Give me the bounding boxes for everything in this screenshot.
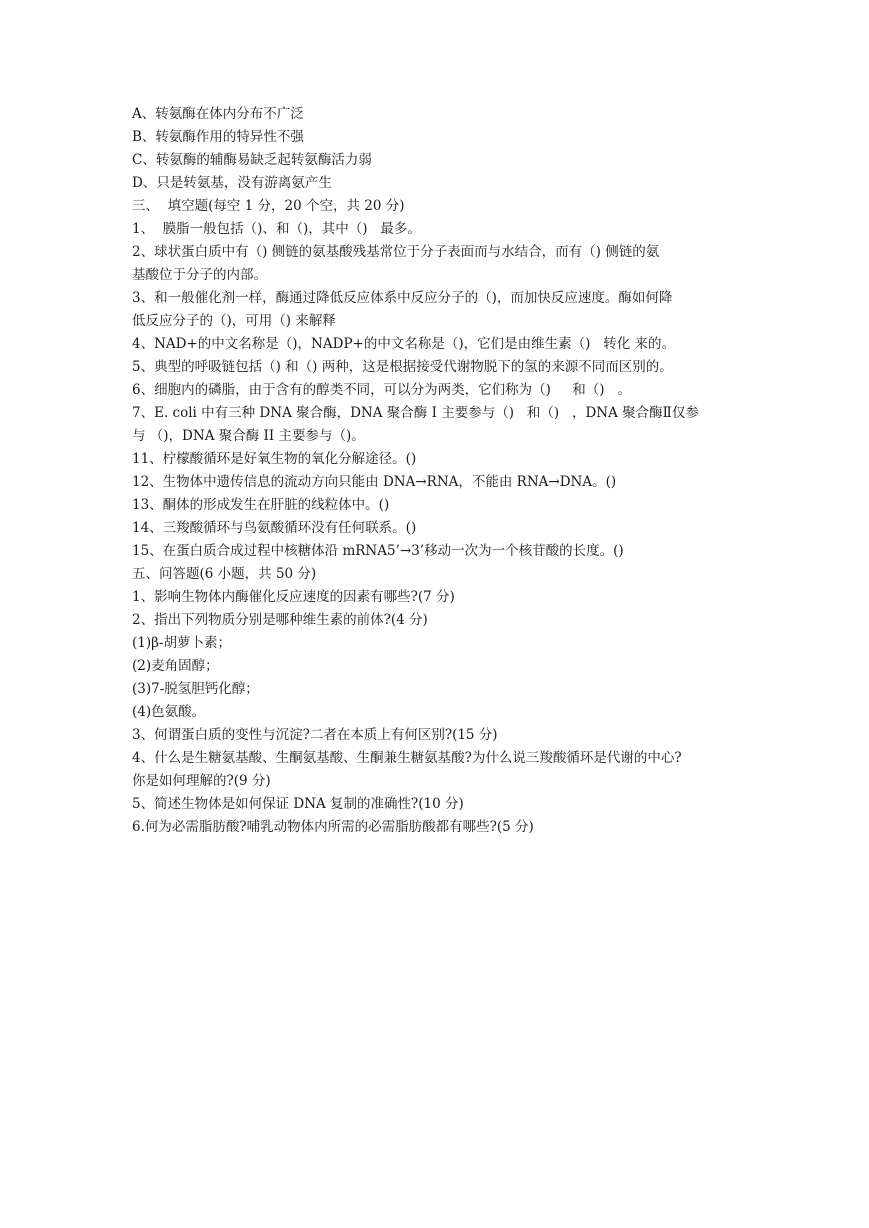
qa-question-2-item-2: (2)麦角固醇； (132, 658, 219, 674)
document-body (132, 103, 744, 839)
section-heading-qa: 五、问答题(6 小题，共 50 分) (132, 566, 317, 582)
fill-question-7-line-1: 7、E. coli 中有三种 DNA 聚合酶，DNA 聚合酶 I 主要参与（) 和（) ，DNA 聚合酶Ⅱ仅参 (132, 405, 699, 421)
option-c: C、转氨酶的辅酶易缺乏起转氨酶活力弱 (132, 152, 372, 168)
qa-question-3: 3、何谓蛋白质的变性与沉淀?二者在本质上有何区别?(15 分) (132, 727, 498, 743)
fill-question-4: 4、NAD+的中文名称是（)，NADP+的中文名称是（)，它们是由维生素（) 转化 来的。 (132, 336, 676, 352)
qa-question-1: 1、影响生物体内酶催化反应速度的因素有哪些?(7 分) (132, 589, 455, 605)
qa-question-2: 2、指出下列物质分别是哪种维生素的前体?(4 分) (132, 612, 428, 628)
fill-question-2-line-1: 2、球状蛋白质中有（) 侧链的氨基酸残基常位于分子表面而与水结合，而有（) 侧链的氨 (132, 244, 660, 260)
judgment-question-15: 15、在蛋白质合成过程中核糖体沿 mRNA5’→3’移动一次为一个核苷酸的长度。() (132, 543, 624, 559)
fill-question-1: 1、 膜脂一般包括（)、和（)，其中（) 最多。 (132, 221, 421, 237)
qa-question-2-item-4: (4)色氨酸。 (132, 704, 206, 720)
option-a: A、转氨酶在体内分布不广泛 (132, 106, 304, 122)
judgment-question-11: 11、柠檬酸循环是好氧生物的氧化分解途径。() (132, 451, 417, 467)
judgment-question-14: 14、三羧酸循环与鸟氨酸循环没有任何联系。() (132, 520, 417, 536)
qa-question-5: 5、简述生物体是如何保证 DNA 复制的准确性?(10 分) (132, 796, 464, 812)
judgment-question-12: 12、生物体中遗传信息的流动方向只能由 DNA→RNA，不能由 RNA→DNA。() (132, 474, 617, 490)
fill-question-3-line-1: 3、和一般催化剂一样，酶通过降低反应体系中反应分子的（)，而加快反应速度。酶如何降 (132, 290, 673, 306)
option-d: D、只是转氨基，没有游离氨产生 (132, 175, 332, 191)
qa-question-6: 6.何为必需脂肪酸?哺乳动物体内所需的必需脂肪酸都有哪些?(5 分) (132, 819, 534, 835)
qa-question-2-item-3: (3)7-脱氢胆钙化醇； (132, 681, 259, 697)
qa-question-4-line-1: 4、什么是生糖氨基酸、生酮氨基酸、生酮兼生糖氨基酸?为什么说三羧酸循环是代谢的中心? (132, 750, 682, 766)
section-heading-fill-in: 三、 填空题(每空 1 分，20 个空，共 20 分) (132, 198, 405, 214)
fill-question-7-line-2: 与 （)，DNA 聚合酶 II 主要参与（)。 (132, 428, 365, 444)
qa-question-4-line-2: 你是如何理解的?(9 分) (132, 773, 271, 789)
fill-question-2-line-2: 基酸位于分子的内部。 (132, 267, 267, 283)
fill-question-3-line-2: 低反应分子的（)，可用（) 来解释 (132, 313, 336, 329)
fill-question-5: 5、典型的呼吸链包括（) 和（) 两种，这是根据接受代谢物脱下的氢的来源不同而区别的。 (132, 359, 673, 375)
qa-question-2-item-1: (1)β-胡萝卜素； (132, 635, 231, 651)
judgment-question-13: 13、酮体的形成发生在肝脏的线粒体中。() (132, 497, 390, 513)
option-b: B、转氨酶作用的特异性不强 (132, 129, 304, 145)
fill-question-6: 6、细胞内的磷脂，由于含有的醇类不同，可以分为两类，它们称为（) 和（) 。 (132, 382, 631, 398)
